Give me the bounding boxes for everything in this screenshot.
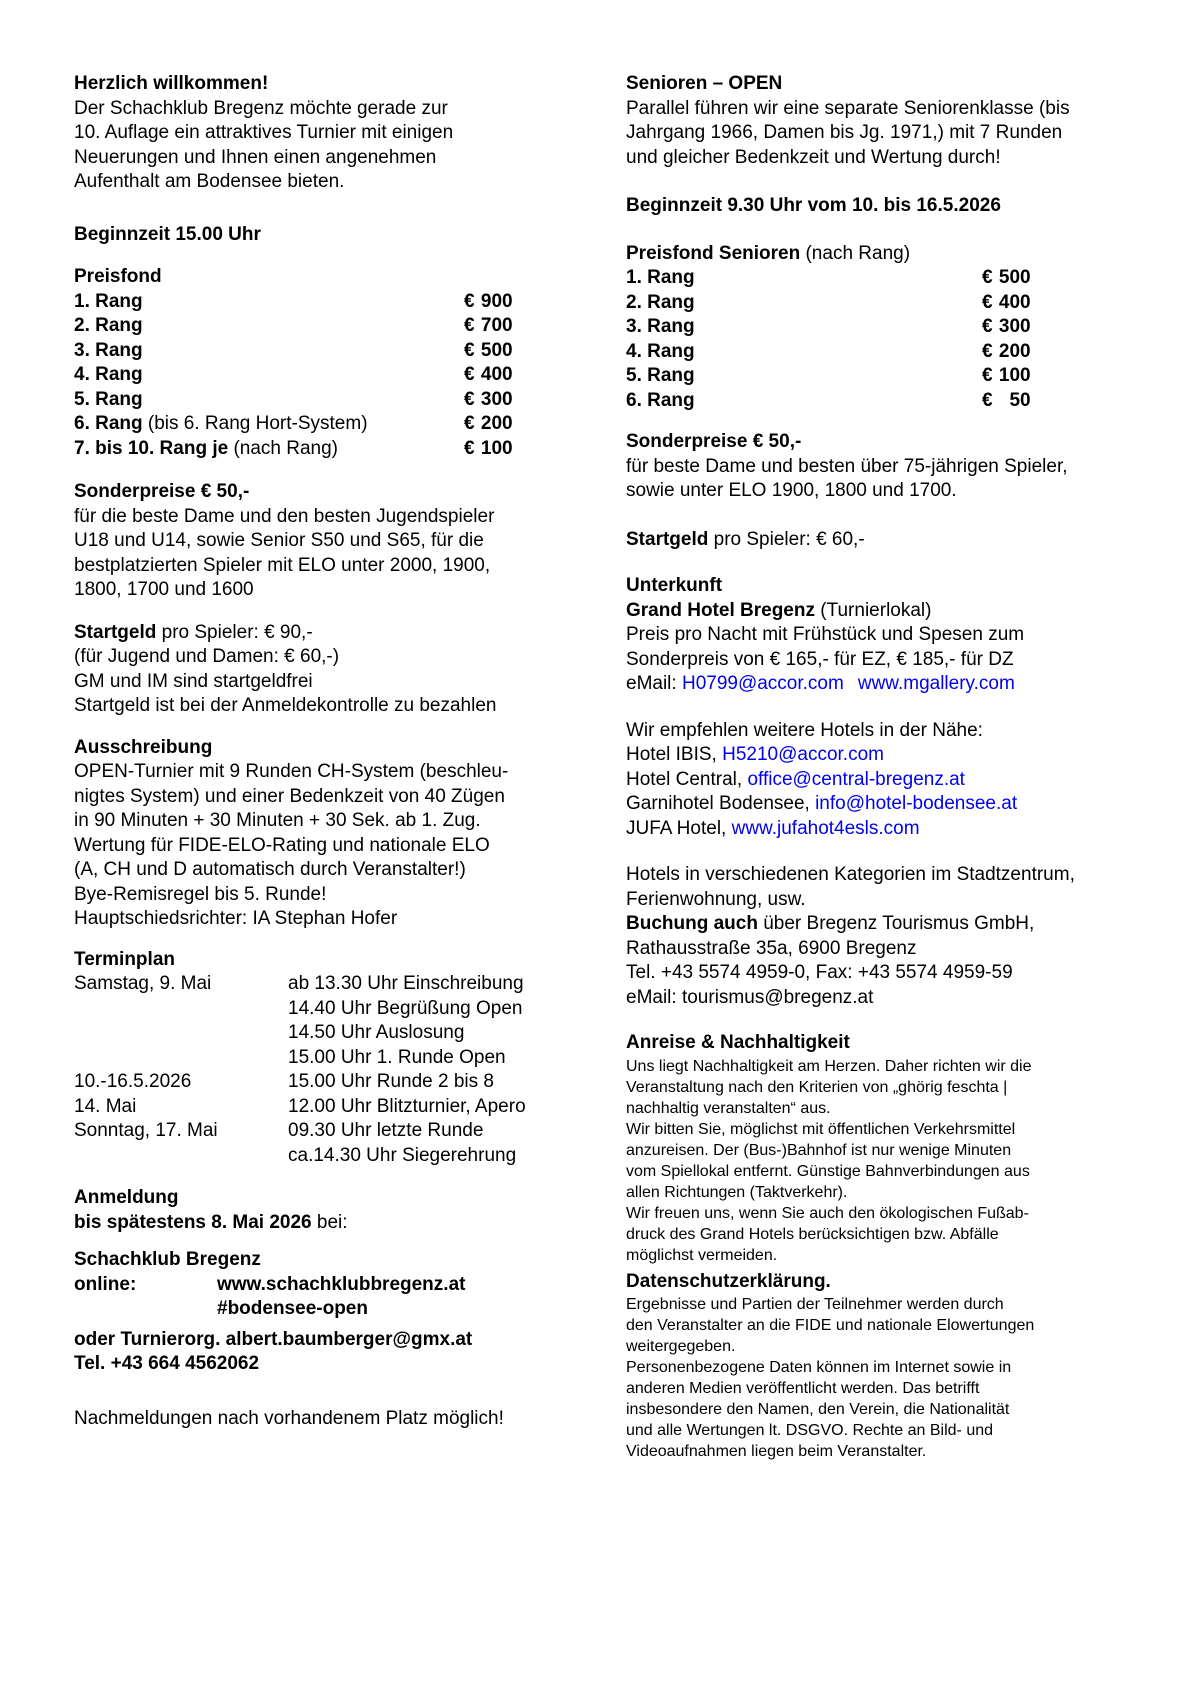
euro-sign: € — [464, 437, 475, 459]
text-line: Preis pro Nacht mit Frühstück und Spesen zum — [626, 624, 1025, 645]
datenschutz-heading: Datenschutzerklärung. — [626, 1270, 831, 1292]
schedule-event: 15.00 Uhr Runde 2 bis 8 — [288, 1071, 494, 1092]
preisfond-senioren-heading — [626, 242, 1142, 267]
prize-rank: 6. Rang — [626, 389, 695, 411]
text-line: U18 und U14, sowie Senior S50 und S65, für die — [74, 530, 484, 551]
hotel-item — [626, 817, 1142, 842]
text-line: Videoaufnahmen liegen beim Veranstalter. — [626, 1443, 927, 1460]
startgeld-senioren-section — [626, 528, 1142, 553]
anmeldung-deadline — [74, 1211, 579, 1236]
terminplan-heading: Terminplan — [74, 948, 175, 970]
welcome-section — [74, 72, 579, 195]
schedule-date: 14. Mai — [74, 1095, 137, 1117]
ausschreibung-heading: Ausschreibung — [74, 736, 213, 758]
text-line: Ferienwohnung, usw. — [626, 888, 806, 910]
schedule-row — [74, 1070, 579, 1095]
prize-row — [74, 437, 579, 462]
schedule-row — [74, 972, 579, 997]
anmeldung-heading: Anmeldung — [74, 1187, 179, 1208]
hotel-item — [626, 743, 1142, 768]
hotel-link[interactable]: H5210@accor.com — [722, 744, 884, 765]
text-line: OPEN-Turnier mit 9 Runden CH-System (beschleu- — [74, 761, 509, 782]
text-line: Sonderpreis von € 165,- für EZ, € 185,- für DZ — [626, 648, 1014, 670]
prize-row — [74, 314, 579, 339]
hotel-link[interactable]: office@central-bregenz.at — [747, 768, 965, 790]
schedule-date: Samstag, 9. Mai — [74, 973, 212, 994]
preisfond-heading: Preisfond — [74, 266, 162, 287]
anreise-heading: Anreise & Nachhaltigkeit — [626, 1032, 850, 1053]
terminplan-section — [74, 948, 579, 1169]
euro-sign: € — [982, 291, 993, 313]
hotel-link[interactable]: www.jufahot4esls.com — [731, 817, 920, 839]
text-line: anderen Medien veröffentlicht werden. Das betrifft — [626, 1380, 980, 1397]
beginnzeit-heading: Beginnzeit 9.30 Uhr vom 10. bis 16.5.2026 — [626, 195, 1001, 216]
hashtag-bodensee-open: #bodensee-open — [217, 1298, 368, 1319]
turnierorg-phone: Tel. +43 664 4562062 — [74, 1353, 260, 1374]
text-line: Hotels in verschiedenen Kategorien im Stadtzentrum, — [626, 864, 1075, 885]
club-name: Schachklub Bregenz — [74, 1249, 261, 1270]
hotel-label: Garnihotel Bodensee, — [626, 793, 816, 814]
euro-sign: € — [464, 388, 475, 410]
euro-sign: € — [982, 340, 993, 362]
prize-note: (nach Rang) — [228, 437, 339, 459]
prize-rank: 4. Rang — [626, 340, 695, 362]
prize-value: 300 — [480, 388, 513, 410]
deadline-date: bis spätestens 8. Mai 2026 — [74, 1211, 312, 1233]
hotel-link[interactable]: info@hotel-bodensee.at — [815, 793, 1018, 814]
hotel-label: JUFA Hotel, — [626, 817, 732, 839]
schedule-event: 15.00 Uhr 1. Runde Open — [288, 1046, 506, 1068]
hotel-note: (Turnierlokal) — [814, 599, 932, 621]
schedule-row — [74, 1046, 579, 1071]
deadline-rest: bei: — [311, 1211, 348, 1233]
text-line: den Veranstalter an die FIDE und nationale Elowertungen — [626, 1317, 1035, 1334]
text-line: GM und IM sind startgeldfrei — [74, 670, 313, 692]
prize-rank: 2. Rang — [626, 291, 695, 313]
prize-value: 200 — [998, 340, 1031, 362]
text-line: Startgeld ist bei der Anmeldekontrolle zu bezahlen — [74, 695, 497, 716]
right-column — [626, 72, 1142, 1462]
schedule-row — [74, 1021, 579, 1046]
prize-rank: 1. Rang — [74, 290, 143, 312]
prize-rank: 7. bis 10. Rang je — [74, 437, 229, 459]
prize-row — [626, 364, 1142, 389]
anmeldung-section — [74, 1186, 579, 1235]
preisfond-senioren-note: (nach Rang) — [800, 242, 911, 264]
text-line: für die beste Dame und den besten Jugendspieler — [74, 505, 495, 527]
hotel-item — [626, 792, 1142, 817]
unterkunft-heading: Unterkunft — [626, 575, 723, 596]
schedule-date: Sonntag, 17. Mai — [74, 1120, 218, 1141]
prize-row — [626, 389, 1142, 414]
text-line: anzureisen. Der (Bus-)Bahnhof ist nur wenige Minuten — [626, 1141, 1012, 1159]
left-column — [74, 72, 579, 1431]
prize-rank: 3. Rang — [626, 316, 695, 337]
prize-amount — [464, 437, 513, 462]
prize-value: 200 — [480, 413, 513, 434]
nachmeldung-note — [74, 1407, 579, 1432]
online-row — [74, 1273, 579, 1298]
prize-amount — [982, 266, 1031, 291]
unterkunft-section — [626, 574, 1142, 697]
schedule-event: 14.40 Uhr Begrüßung Open — [288, 997, 523, 1019]
ausschreibung-section — [74, 736, 579, 932]
text-line: Rathausstraße 35a, 6900 Bregenz — [626, 937, 917, 959]
prize-value: 100 — [998, 365, 1031, 386]
prize-note: (bis 6. Rang Hort-System) — [142, 413, 368, 434]
startgeld-line — [74, 621, 579, 646]
text-line: Wir freuen uns, wenn Sie auch den ökologischen Fußab- — [626, 1204, 1029, 1222]
prize-value: 500 — [480, 339, 513, 361]
prize-amount — [982, 364, 1031, 389]
prize-value: 700 — [480, 315, 513, 336]
schedule-event: 12.00 Uhr Blitzturnier, Apero — [288, 1095, 526, 1117]
text-line: Parallel führen wir eine separate Seniorenklasse (bis — [626, 97, 1070, 119]
text-line: Ergebnisse und Partien der Teilnehmer werden durch — [626, 1296, 1004, 1313]
prize-rank: 1. Rang — [626, 267, 695, 288]
buchung-rest: über Bregenz Tourismus GmbH, — [757, 913, 1035, 934]
text-line: nigtes System) und einer Bedenkzeit von 40 Zügen — [74, 785, 505, 807]
senioren-section — [626, 72, 1142, 170]
prize-rank: 5. Rang — [74, 388, 143, 410]
euro-sign: € — [464, 413, 475, 434]
text-line: (A, CH und D automatisch durch Veranstalter!) — [74, 859, 466, 880]
prize-value: 300 — [998, 316, 1031, 337]
text-line: Bye-Remisregel bis 5. Runde! — [74, 883, 327, 905]
startgeld-value: pro Spieler: € 90,- — [156, 621, 313, 643]
prize-amount — [982, 389, 1031, 414]
prize-amount — [464, 388, 513, 413]
prize-row — [626, 266, 1142, 291]
prize-amount — [464, 290, 513, 315]
club-website[interactable]: www.schachklubbregenz.at — [217, 1273, 466, 1295]
prize-value: 500 — [998, 267, 1031, 288]
prize-amount — [982, 291, 1031, 316]
prize-amount — [982, 340, 1031, 365]
text-line: Wir empfehlen weitere Hotels in der Nähe: — [626, 719, 983, 741]
buchung-section — [626, 863, 1142, 1010]
sonderpreise-heading: Sonderpreise € 50,- — [74, 481, 250, 502]
schedule-date: 10.-16.5.2026 — [74, 1071, 192, 1092]
text-line: allen Richtungen (Taktverkehr). — [626, 1183, 848, 1201]
startgeld-open-section — [74, 621, 579, 719]
prize-row — [74, 388, 579, 413]
prize-row — [626, 291, 1142, 316]
text-line: weitergegeben. — [626, 1338, 736, 1355]
prize-row — [626, 315, 1142, 340]
prize-rank: 6. Rang — [74, 413, 143, 434]
text-line: 10. Auflage ein attraktives Turnier mit einigen — [74, 122, 454, 143]
schedule-event: ca.14.30 Uhr Siegerehrung — [288, 1144, 517, 1166]
prize-row — [74, 363, 579, 388]
prize-value: 900 — [480, 290, 513, 312]
text-line: Neuerungen und Ihnen einen angenehmen — [74, 146, 437, 168]
startgeld-label: Startgeld — [626, 528, 709, 550]
sonderpreise-heading: Sonderpreise € 50,- — [626, 431, 802, 452]
startgeld-line — [626, 528, 1142, 553]
prize-value: 100 — [480, 437, 513, 459]
prize-row — [74, 290, 579, 315]
prize-rank: 3. Rang — [74, 339, 143, 361]
beginnzeit-senioren — [626, 194, 1142, 219]
text-line: sowie unter ELO 1900, 1800 und 1700. — [626, 480, 957, 501]
euro-sign: € — [982, 316, 993, 337]
text-line: (für Jugend und Damen: € 60,-) — [74, 646, 340, 667]
club-contact-section — [74, 1248, 579, 1377]
text-line: vom Spiellokal entfernt. Günstige Bahnverbindungen aus — [626, 1162, 1030, 1180]
text-line: Der Schachklub Bregenz möchte gerade zur — [74, 97, 448, 119]
text-line: Nachmeldungen nach vorhandenem Platz möglich! — [74, 1407, 504, 1429]
text-line: Hauptschiedsrichter: IA Stephan Hofer — [74, 908, 398, 929]
hotel-name: Grand Hotel Bregenz — [626, 599, 815, 621]
prize-amount — [982, 315, 1031, 340]
euro-sign: € — [982, 267, 993, 288]
euro-sign: € — [982, 389, 993, 411]
text-line: Aufenthalt am Bodensee bieten. — [74, 171, 345, 192]
tourismus-email-line: eMail: tourismus@bregenz.at — [626, 986, 874, 1008]
schedule-event: ab 13.30 Uhr Einschreibung — [288, 973, 524, 994]
senioren-heading: Senioren – OPEN — [626, 73, 783, 94]
text-line: 1800, 1700 und 1600 — [74, 579, 254, 600]
schedule-row — [74, 1119, 579, 1144]
text-line: Veranstaltung nach den Kriterien von „ghörig feschta | — [626, 1078, 1008, 1096]
datenschutz-section — [626, 1270, 1142, 1463]
anreise-body — [626, 1056, 1142, 1266]
text-line: in 90 Minuten + 30 Minuten + 30 Sek. ab 1. Zug. — [74, 810, 481, 831]
prize-rank: 2. Rang — [74, 315, 143, 336]
text-line: Tel. +43 5574 4959-0, Fax: +43 5574 4959-59 — [626, 962, 1013, 983]
prize-amount — [464, 412, 513, 437]
text-line: nachhaltig veranstalten“ aus. — [626, 1099, 831, 1117]
text-line: bestplatzierten Spieler mit ELO unter 2000, 1900, — [74, 554, 491, 576]
euro-sign: € — [464, 339, 475, 361]
text-line: Wertung für FIDE-ELO-Rating und nationale ELO — [74, 834, 490, 856]
euro-sign: € — [464, 290, 475, 312]
text-line: Personenbezogene Daten können im Internet sowie in — [626, 1359, 1012, 1376]
prize-row — [74, 339, 579, 364]
anreise-section — [626, 1031, 1142, 1266]
hotel-email-line — [626, 672, 1142, 697]
prize-rank: 4. Rang — [74, 364, 143, 385]
welcome-heading: Herzlich willkommen! — [74, 73, 269, 94]
online-label: online: — [74, 1273, 137, 1295]
startgeld-label: Startgeld — [74, 621, 157, 643]
email-label: eMail: — [626, 673, 682, 694]
schedule-event: 14.50 Uhr Auslosung — [288, 1022, 465, 1043]
buchung-label: Buchung auch — [626, 913, 758, 934]
prize-row — [626, 340, 1142, 365]
nearby-hotels-section — [626, 719, 1142, 842]
sonderpreise-open-section — [74, 480, 579, 603]
text-line: und gleicher Bedenkzeit und Wertung durch! — [626, 146, 1001, 168]
prize-value: 400 — [998, 291, 1031, 313]
hotel-website-link[interactable]: www.mgallery.com — [857, 673, 1015, 694]
datenschutz-body — [626, 1294, 1142, 1462]
preisfond-senioren-section — [626, 242, 1142, 414]
euro-sign: € — [982, 365, 993, 386]
text-line: Jahrgang 1966, Damen bis Jg. 1971,) mit 7 Runden — [626, 122, 1063, 143]
prize-amount — [464, 339, 513, 364]
text-line: und alle Wertungen lt. DSGVO. Rechte an Bild- und — [626, 1422, 994, 1439]
beginnzeit-heading: Beginnzeit 15.00 Uhr — [74, 223, 261, 245]
prize-amount — [464, 314, 513, 339]
schedule-event: 09.30 Uhr letzte Runde — [288, 1120, 484, 1141]
prize-value: 50 — [1009, 389, 1031, 411]
euro-sign: € — [464, 364, 475, 385]
text-line: Uns liegt Nachhaltigkeit am Herzen. Daher richten wir die — [626, 1057, 1032, 1075]
prize-amount — [464, 363, 513, 388]
schedule-row — [74, 1095, 579, 1120]
hotel-label: Hotel IBIS, — [626, 744, 723, 765]
beginnzeit-open — [74, 223, 579, 248]
schedule-row — [74, 997, 579, 1022]
hotel-email-link[interactable]: H0799@accor.com — [681, 673, 844, 694]
sonderpreise-senioren-section — [626, 430, 1142, 504]
hotel-name-line — [626, 599, 1142, 624]
preisfond-open-section — [74, 265, 579, 461]
schedule-row — [74, 1144, 579, 1169]
prize-row — [74, 412, 579, 437]
preisfond-senioren-title: Preisfond Senioren — [626, 242, 801, 264]
text-line: Wir bitten Sie, möglichst mit öffentlichen Verkehrsmittel — [626, 1120, 1016, 1138]
prize-rank: 5. Rang — [626, 365, 695, 386]
hotel-label: Hotel Central, — [626, 768, 748, 790]
turnierorg-email[interactable]: oder Turnierorg. albert.baumberger@gmx.at — [74, 1328, 473, 1350]
text-line: druck des Grand Hotels berücksichtigen bzw. Abfälle — [626, 1225, 999, 1243]
text-line: möglichst vermeiden. — [626, 1246, 778, 1264]
text-line: für beste Dame und besten über 75-jährigen Spieler, — [626, 455, 1068, 477]
text-line: insbesondere den Namen, den Verein, die Nationalität — [626, 1401, 1010, 1418]
euro-sign: € — [464, 315, 475, 336]
buchung-line — [626, 912, 1142, 937]
startgeld-value: pro Spieler: € 60,- — [708, 528, 865, 550]
prize-value: 400 — [480, 364, 513, 385]
hotel-item — [626, 768, 1142, 793]
